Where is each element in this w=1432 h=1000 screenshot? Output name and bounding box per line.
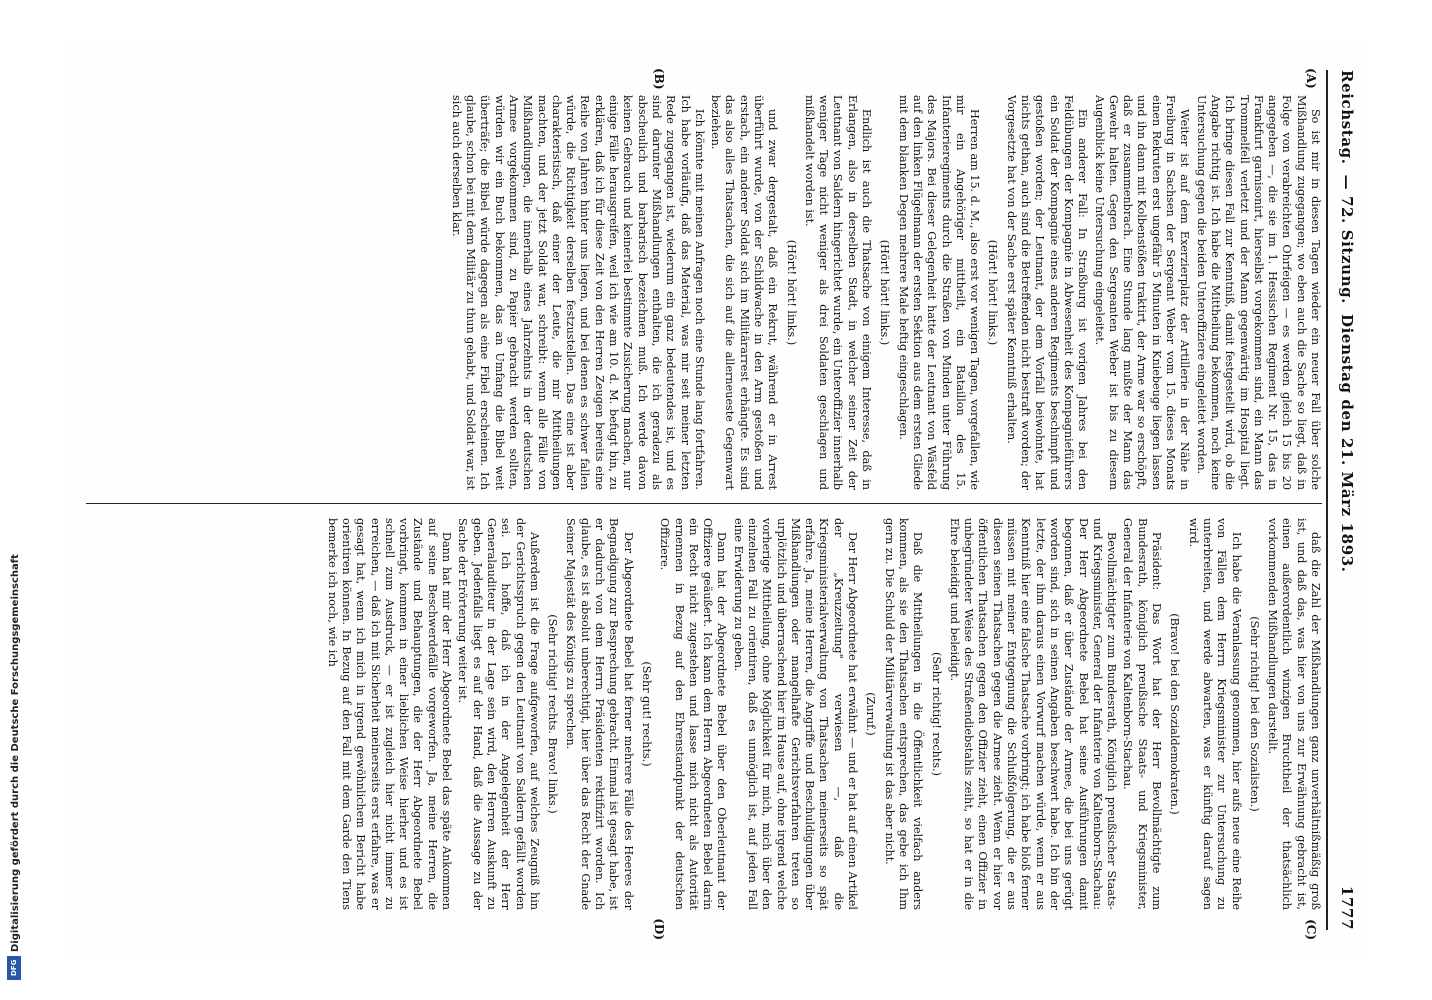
interjection: (Hört! hört! links.) — [878, 239, 892, 346]
interjection: (Sehr richtig! rechts. Bravo! links.) — [546, 614, 560, 814]
paragraph: Außerdem ist die Frage aufgeworfen, auf welches Zeugniß hin der Gerichtsspruch gegen den Leutnant von Saldern gefällt worden sei. Ich hoffe, daß ich in der Angelegenheit der Herr Generalauditeur in der Lage sein wird, den Herren Auskunft zu geben. Jedenfalls liegt es auf der Hand, daß die Aussage zu der Sache der Erörterung weiter ist. — [456, 518, 541, 910]
paragraph: Dann hat mir der Herr Abgeordnete Bebel das späte Ankommen auf seine Beschwerdefälle vorgeworfen. Ja, meine Herren, die Zustände und Behauptungen, die der Herr Abgeordnete Bebel vorbringt, kommen in einer lieblichen Weise hierher und es ist schnell zum Ausdruck, — er ist zugleich hier nicht immer zu erreichen, — daß ich mit Sicherheit meinerseits erst erfahre, was er gesagt hat, wenn ich mich in irgend gewöhnlichem Bericht habe orientiren können. In Bezug auf den Fall mit dem Garde den Tiens bemerke ich noch, wie ich — [325, 518, 454, 910]
paragraph: Dann hat der Abgeordnete Bebel über den Oberleutnant der Offiziere geäußert. Ich kann dem Herrn Abgeordneten Bebel darin ein Recht nicht zugestehen und lasse mich nicht als Autorität ernennen in Bezug auf den Ehrenstandpunkt der deutschen Offiziere. — [658, 518, 729, 910]
page-number: 1777 — [1338, 885, 1356, 930]
right-column — [86, 518, 1322, 910]
margin-marker-d: (D) — [652, 918, 666, 940]
left-column — [86, 95, 1322, 490]
rotated-page-content — [66, 40, 1366, 960]
paragraph: Bevollmächtigter zum Bundesrath, Königlich preußischer Staats- und Kriegsminister, General der Infanterie von Kaltenborn-Stachau: Der Herr Abgeordnete Bebel hat seine Ausführungen damit begonnen, daß er über Zustände der Armee, die bei uns gerügt worden sind, sich in seinen Angaben beschwert habe. Ich bin der letzte, der ihm daraus einen Vorwurf machen würde, wenn er aus Kenntniß hier eine falsche Thatsache vorbringt; ich habe bloß ferner müssen mit meiner Entgegnung die Schlußfolgerung, die er aus diesen seinen Thatsachen gegen die Armee zieht. Wenn er hier vor öffentlichen Thatsachen gegen den Offizier zieht, einen Offizier in unbegründeter Weise des Straßendiebstahls zeiht, so hat er in die Ehre beleidigt und beleidigt. — [947, 518, 1119, 910]
paragraph: Weiter ist auf dem Exerzierplatz der Artillerie in der Nähe in Freiburg in Sachsen der Sergeant Weber vom 15. dieses Monats einen Rekruten erst ungefähr 5 Minuten in Kniebeuge liegen lassen und ihn dann mit Kolbenstößen traktirt, der Arme war so erschöpft, daß er zusammenbrach. Eine Stunde lang mußte der Mann das Gewehr halten. Gegen den Sergeanten Weber ist bis zu diesem Augenblick keine Untersuchung eingeleitet. — [1092, 95, 1192, 490]
page-header — [1326, 70, 1356, 930]
paragraph: Daß die Mittheilungen in die Öffentlichkeit vielfach anders kommen, als sie den Thatsachen entsprechen, das gebe ich Ihm gern zu. Die Schuld der Militärverwaltung ist das aber nicht. — [882, 518, 925, 910]
interjection: (Sehr richtig! bei den Sozialisten.) — [1247, 616, 1261, 812]
interjection: (Sehr richtig! rechts.) — [929, 651, 943, 777]
margin-marker-c: (C) — [1304, 919, 1318, 940]
margin-marker-b: (B) — [652, 68, 666, 90]
interjection: (Bravo! bei den Sozialdemokraten.) — [1168, 613, 1182, 815]
header-title: Reichstag. — [1338, 70, 1356, 165]
margin-marker-a: (A) — [1304, 68, 1318, 89]
paragraph: daß die Zahl der Mißhandlungen ganz unverhältnißmäßig groß ist, und daß das, was hier von uns zur Erwähnung gebracht ist, einen außerordentlich winzigen Bruchtheil der thatsächlich vorkommenden Mißhandlungen darstellt. — [1266, 518, 1322, 910]
digitization-credit: Digitalisierung gefördert durch die Deutsche Forschungsgemeinschaft — [10, 554, 21, 952]
paragraph: Ich könnte mit meinen Anfragen noch eine Stunde lang fortfahren. Ich habe vorläufig, daß das Material, was mir seit meiner letzten Rede zugegangen ist, wiederum ein ganz bedeutendes ist, und es sind darunter Mißhandlungen enthalten, die ich geradezu als abscheulich und barbarisch bezeichnen muß. Ich werde davon keinen Gebrauch und keinerlei bestimmte Zusicherung machen, nur einige Fälle herausgreifen, weil ich wie am 10. d. M. befugt bin, zu erklären, daß ich für diese Zeit von den Herren Zeugen bereits eine Reihe von Jahren hinter uns liegen, und bei denen es schwer fallen würde, die Richtigkeit derselben festzustellen. Das eine ist aber charakteristisch, daß einer der Leute, die mir Mittheilungen machten, und der jetzt Soldat war, schreibt: wenn alle Fälle von Mißhandlungen, die innerhalb eines Jahrzehnts in der deutschen Armee vorgekommen sind, zu Papier gebracht werden sollten, würden wir ein Buch bekommen, das an Umfang die Bibel weit überträfe; die Bibel würde dagegen als eine Fibel erscheinen. Ich glaube, schon bei mit dem Militär zu thun gehabt, und Soldat war, ist sich auch derselben klar. — [449, 95, 706, 490]
paragraph: und zwar dergestalt, daß ein Rekrut, während er in Arrest überführt wurde, von der Schildwache in den Arm gestoßen und erstach, ein anderer Soldat sich im Militärarrest erhängte. Es sind das also alles Thatsachen, die sich auf die allerneueste Gegenwart beziehen. — [709, 95, 780, 490]
digitization-footer — [4, 300, 24, 990]
paragraph: Ich habe die Veranlassung genommen, hier aufs neue eine Reihe von Fällen dem Herrn Kriegsminister zur Untersuchung zu unterbreiten, und werde abwarten, was er künftig darauf sagen wird. — [1186, 518, 1243, 910]
paragraph: Endlich ist auch die Thatsache von einigem Interesse, daß in Erlangen, also in derselben Stadt, in welcher seiner Zeit der Leutnant von Saldern hingerichtet wurde, ein Unteroffizier innerhalb weniger Tage nicht weniger als drei Soldaten geschlagen und mißhandelt worden ist. — [802, 95, 874, 490]
header-session: — 72. Sitzung. — [1338, 174, 1356, 305]
paragraph: Herren am 15. d. M., also erst vor wenigen Tagen, vorgefallen, wie mir ein Angehöriger mittheilt, ein Bataillon des 15. Infanterieregiments durch die Straßen von Minden unter Führung des Majors. Bei dieser Gelegenheit hatte der Leutnant von Wäsfeld auf den linken Flügelmann der ersten Sektion aus dem ersten Gliede mit dem blanken Degen mehrere Male heftig eingeschlagen. — [896, 95, 982, 490]
column-divider — [86, 503, 1322, 504]
interjection: (Hört! hört! links.) — [784, 239, 798, 346]
paragraph: Der Abgeordnete Bebel hat ferner mehrere Fälle des Heeres der Begnadigung zur Besprechung gebracht. Einmal ist gesagt habe, ist er dadurch von dem Herrn Präsidenten rektifizirt worden. Ich glaube, es ist absolut unberechtigt, hier über das Recht der Gnade Seiner Majestät des Königs zu sprechen. — [564, 518, 635, 910]
dfg-logo: DFG — [7, 956, 21, 980]
interjection: (Zuruf.) — [864, 692, 878, 736]
interjection: (Sehr gut! rechts.) — [639, 661, 653, 767]
paragraph: So ist mir in diesen Tagen wieder ein neuer Fall über solche Mißhandlung zugegangen; wo eben auch die Sache so liegt, daß in Folge von verabreichten Ohrfeigen — es werden gleich 15 bis 20 angegeben —, die sie im 1. Hessischen Regiment Nr. 15, das in Frankfurt garnisonirt, hierselbst vorgekommen sind, ein Mann das Trommelfell verletzt und der Mann gegenwärtig im Hospital liegt. Ich bringe diesen Fall zur Kenntniß, damit festgestellt wird, ob die Angabe richtig ist. Ich habe die Mittheilung bekommen, noch keine Untersuchung gegen die beiden Unteroffiziere eingeleitet worden. — [1194, 95, 1322, 490]
header-date: Dienstag den 21. März 1893. — [1338, 314, 1356, 573]
paragraph: Der Herr Abgeordnete hat erwähnt — und er hat auf einen Artikel der „Kreuzzeitung" verwiesen —, daß die Kriegsministerialverwaltung von Thatsachen meinerseits so spät erfahre. Ja, meine Herren, die Angriffe und Beschuldigungen über Mißhandlungen oder mangelhafte Gerichtsverfahren treten so urplötzlich und überraschend hier im Hause auf, ohne irgend welche vorherige Mittheilung, ohne Möglichkeit für mich, mich über den einzelnen Fall zu orientiren, daß es unmöglich ist, auf jeden Fall eine Erwiderung zu geben. — [731, 518, 860, 910]
paragraph: Ein anderer Fall: In Straßburg ist vorigen Jahres bei den Feldübungen der Kompagnie in Abwesenheit des Kompagnieführers ein Soldat der Kompagnie eines anderen Regiments beschimpft und gestoßen worden; der Leutnant, der dem Vorfall beiwohnte, hat nichts gethan, auch sind die Betreffenden nicht bestraft worden; der Vorgesetzte hat von der Sache erst später Kenntniß erhalten. — [1004, 95, 1090, 490]
interjection: (Hört! hört! links.) — [986, 239, 1000, 346]
paragraph: Präsident: Das Wort hat der Herr Bevollmächtigte zum Bundesrath, königlich preußische Staats- und Kriegsminister, General der Infanterie von Kaltenborn-Stachau. — [1121, 518, 1164, 910]
